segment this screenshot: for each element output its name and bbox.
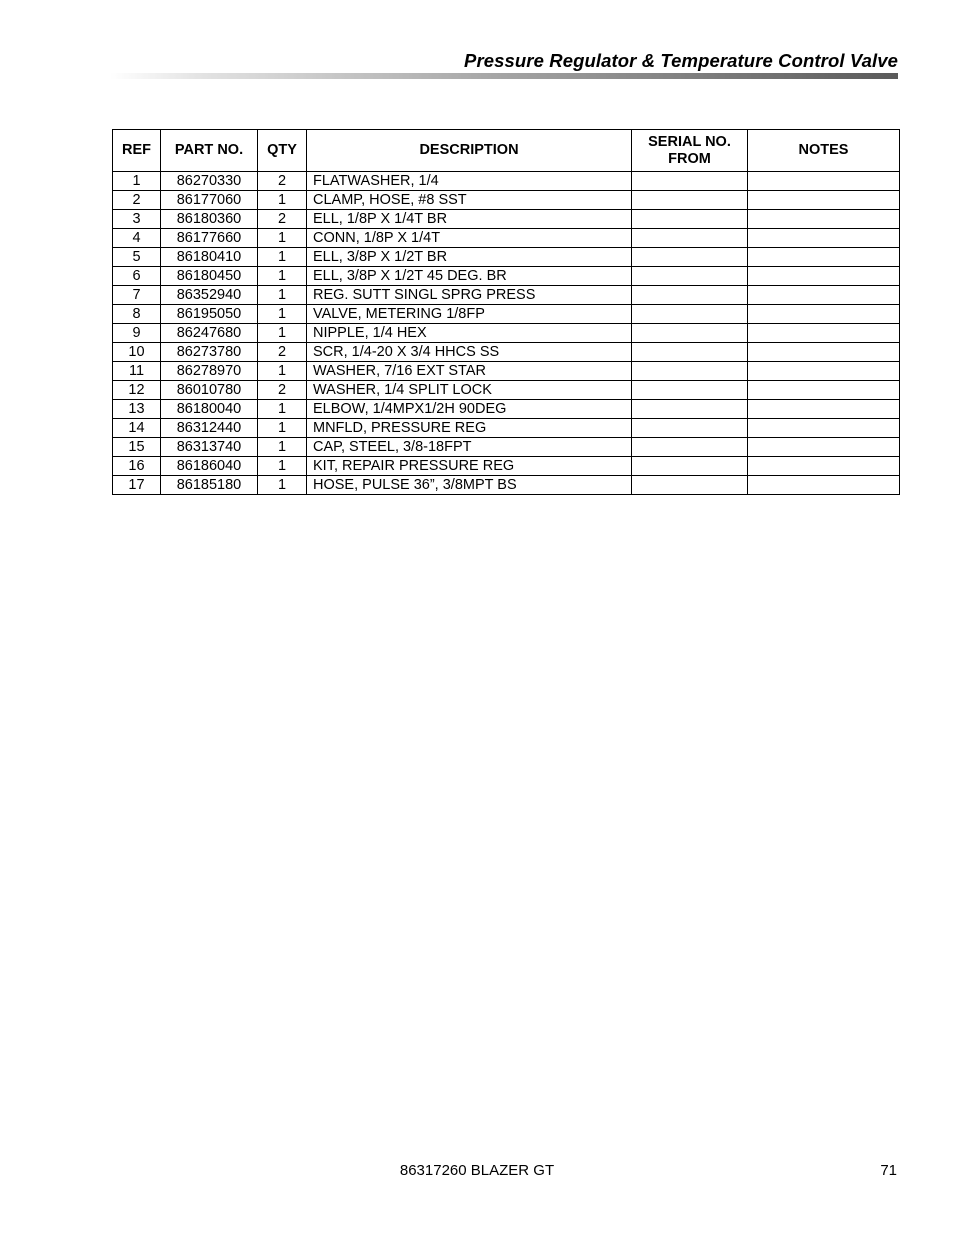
column-header-serial-no-from <box>632 130 748 172</box>
cell-part-no: 86010780 <box>161 381 258 400</box>
cell-description: WASHER, 7/16 EXT STAR <box>307 362 632 381</box>
cell-serial-from <box>632 476 748 495</box>
page-title: Pressure Regulator & Temperature Control Valve <box>464 50 898 71</box>
cell-serial-from <box>632 248 748 267</box>
cell-description: KIT, REPAIR PRESSURE REG <box>307 457 632 476</box>
column-header-description: DESCRIPTION <box>307 130 632 172</box>
cell-serial-from <box>632 419 748 438</box>
serial-header-line2: FROM <box>668 150 711 167</box>
cell-serial-from <box>632 381 748 400</box>
cell-part-no: 86185180 <box>161 476 258 495</box>
cell-notes <box>748 305 900 324</box>
cell-description: HOSE, PULSE 36”, 3/8MPT BS <box>307 476 632 495</box>
cell-ref: 8 <box>113 305 161 324</box>
cell-qty: 1 <box>258 324 307 343</box>
cell-qty: 2 <box>258 343 307 362</box>
cell-notes <box>748 267 900 286</box>
cell-part-no: 86270330 <box>161 172 258 191</box>
cell-part-no: 86180450 <box>161 267 258 286</box>
cell-part-no: 86195050 <box>161 305 258 324</box>
cell-serial-from <box>632 191 748 210</box>
cell-qty: 1 <box>258 476 307 495</box>
cell-notes <box>748 381 900 400</box>
cell-notes <box>748 229 900 248</box>
cell-notes <box>748 172 900 191</box>
header-rule <box>110 73 898 79</box>
cell-ref: 7 <box>113 286 161 305</box>
cell-description: NIPPLE, 1/4 HEX <box>307 324 632 343</box>
cell-serial-from <box>632 343 748 362</box>
table-row <box>113 305 900 324</box>
footer-document-id: 86317260 BLAZER GT <box>399 1162 555 1179</box>
cell-ref: 5 <box>113 248 161 267</box>
cell-part-no: 86313740 <box>161 438 258 457</box>
cell-description: SCR, 1/4-20 X 3/4 HHCS SS <box>307 343 632 362</box>
cell-notes <box>748 362 900 381</box>
table-row <box>113 172 900 191</box>
cell-serial-from <box>632 457 748 476</box>
cell-serial-from <box>632 305 748 324</box>
cell-ref: 9 <box>113 324 161 343</box>
cell-part-no: 86278970 <box>161 362 258 381</box>
table-row <box>113 457 900 476</box>
table-row <box>113 324 900 343</box>
cell-serial-from <box>632 438 748 457</box>
cell-qty: 1 <box>258 419 307 438</box>
cell-description: REG. SUTT SINGL SPRG PRESS <box>307 286 632 305</box>
table-row <box>113 267 900 286</box>
table-row <box>113 400 900 419</box>
cell-ref: 6 <box>113 267 161 286</box>
cell-description: FLATWASHER, 1/4 <box>307 172 632 191</box>
cell-qty: 1 <box>258 191 307 210</box>
cell-notes <box>748 400 900 419</box>
cell-qty: 1 <box>258 438 307 457</box>
cell-part-no: 86177660 <box>161 229 258 248</box>
cell-part-no: 86177060 <box>161 191 258 210</box>
table-row <box>113 381 900 400</box>
cell-qty: 1 <box>258 400 307 419</box>
cell-description: ELL, 3/8P X 1/2T 45 DEG. BR <box>307 267 632 286</box>
cell-serial-from <box>632 172 748 191</box>
cell-notes <box>748 248 900 267</box>
table-row <box>113 476 900 495</box>
cell-description: MNFLD, PRESSURE REG <box>307 419 632 438</box>
cell-notes <box>748 457 900 476</box>
cell-qty: 1 <box>258 267 307 286</box>
cell-ref: 1 <box>113 172 161 191</box>
cell-notes <box>748 438 900 457</box>
cell-notes <box>748 476 900 495</box>
cell-qty: 1 <box>258 286 307 305</box>
column-header-ref: REF <box>113 130 161 172</box>
table-row <box>113 191 900 210</box>
table-row <box>113 210 900 229</box>
table-row <box>113 438 900 457</box>
table-row <box>113 419 900 438</box>
cell-description: CAP, STEEL, 3/8-18FPT <box>307 438 632 457</box>
cell-qty: 2 <box>258 381 307 400</box>
cell-notes <box>748 343 900 362</box>
cell-notes <box>748 210 900 229</box>
cell-part-no: 86186040 <box>161 457 258 476</box>
cell-part-no: 86180040 <box>161 400 258 419</box>
cell-notes <box>748 191 900 210</box>
column-header-part-no: PART NO. <box>161 130 258 172</box>
cell-part-no: 86352940 <box>161 286 258 305</box>
cell-part-no: 86180360 <box>161 210 258 229</box>
cell-part-no: 86312440 <box>161 419 258 438</box>
cell-part-no: 86180410 <box>161 248 258 267</box>
cell-serial-from <box>632 286 748 305</box>
table-header-row <box>113 130 900 172</box>
cell-notes <box>748 419 900 438</box>
cell-description: VALVE, METERING 1/8FP <box>307 305 632 324</box>
cell-ref: 12 <box>113 381 161 400</box>
cell-ref: 11 <box>113 362 161 381</box>
cell-notes <box>748 286 900 305</box>
cell-ref: 16 <box>113 457 161 476</box>
cell-ref: 4 <box>113 229 161 248</box>
cell-description: WASHER, 1/4 SPLIT LOCK <box>307 381 632 400</box>
cell-qty: 1 <box>258 229 307 248</box>
parts-table-body <box>113 172 900 495</box>
cell-serial-from <box>632 210 748 229</box>
table-row <box>113 343 900 362</box>
cell-qty: 2 <box>258 172 307 191</box>
cell-description: CLAMP, HOSE, #8 SST <box>307 191 632 210</box>
cell-description: CONN, 1/8P X 1/4T <box>307 229 632 248</box>
cell-description: ELL, 3/8P X 1/2T BR <box>307 248 632 267</box>
column-header-qty: QTY <box>258 130 307 172</box>
cell-ref: 15 <box>113 438 161 457</box>
cell-notes <box>748 324 900 343</box>
parts-table <box>112 129 900 495</box>
cell-serial-from <box>632 400 748 419</box>
cell-qty: 1 <box>258 305 307 324</box>
column-header-notes: NOTES <box>748 130 900 172</box>
table-row <box>113 248 900 267</box>
cell-ref: 13 <box>113 400 161 419</box>
cell-description: ELBOW, 1/4MPX1/2H 90DEG <box>307 400 632 419</box>
cell-serial-from <box>632 267 748 286</box>
cell-qty: 1 <box>258 248 307 267</box>
table-row <box>113 229 900 248</box>
table-row <box>113 286 900 305</box>
cell-serial-from <box>632 324 748 343</box>
table-row <box>113 362 900 381</box>
cell-ref: 3 <box>113 210 161 229</box>
cell-ref: 17 <box>113 476 161 495</box>
cell-serial-from <box>632 229 748 248</box>
cell-qty: 1 <box>258 457 307 476</box>
cell-part-no: 86273780 <box>161 343 258 362</box>
cell-description: ELL, 1/8P X 1/4T BR <box>307 210 632 229</box>
cell-qty: 2 <box>258 210 307 229</box>
cell-part-no: 86247680 <box>161 324 258 343</box>
cell-qty: 1 <box>258 362 307 381</box>
page-number: 71 <box>880 1162 897 1179</box>
cell-ref: 2 <box>113 191 161 210</box>
cell-ref: 10 <box>113 343 161 362</box>
cell-serial-from <box>632 362 748 381</box>
cell-ref: 14 <box>113 419 161 438</box>
serial-header-line1: SERIAL NO. <box>648 133 731 150</box>
